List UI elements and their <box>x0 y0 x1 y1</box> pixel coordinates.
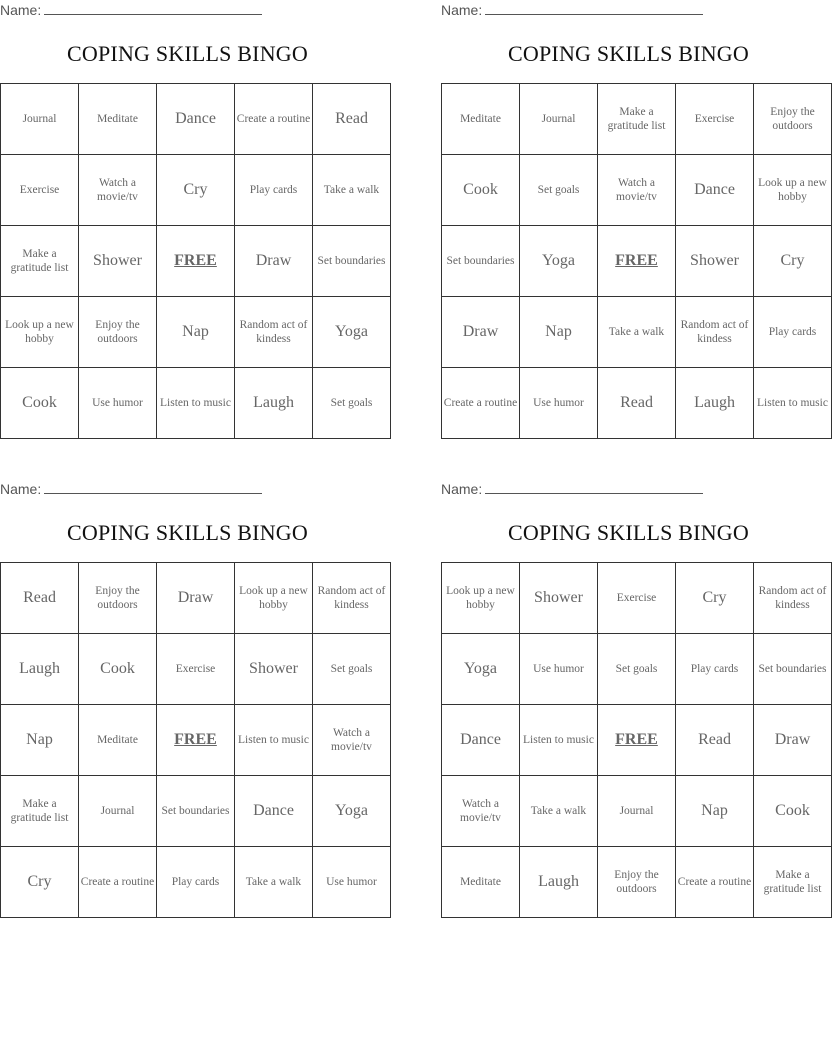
bingo-cell: Exercise <box>676 84 754 155</box>
bingo-cell: Yoga <box>313 776 391 847</box>
bingo-cell: Use humor <box>520 634 598 705</box>
bingo-cell: Make a gratitude list <box>1 776 79 847</box>
bingo-cell: Create a routine <box>442 368 520 439</box>
bingo-cell: Watch a movie/tv <box>442 776 520 847</box>
bingo-cell: Journal <box>598 776 676 847</box>
bingo-cell: Cook <box>442 155 520 226</box>
name-blank-line[interactable] <box>485 481 703 494</box>
bingo-cell: Read <box>313 84 391 155</box>
bingo-card-4 <box>441 479 827 913</box>
bingo-cell: Create a routine <box>676 847 754 918</box>
bingo-cell: Listen to music <box>157 368 235 439</box>
bingo-cell: Create a routine <box>79 847 157 918</box>
free-space: FREE <box>157 226 235 297</box>
bingo-cell: Meditate <box>79 705 157 776</box>
bingo-cell: Random act of kindess <box>754 563 832 634</box>
bingo-cell: Journal <box>1 84 79 155</box>
bingo-cell: Cook <box>754 776 832 847</box>
name-label: Name: <box>441 2 483 18</box>
bingo-cell: Dance <box>442 705 520 776</box>
bingo-row <box>1 297 391 368</box>
bingo-cell: Cry <box>1 847 79 918</box>
bingo-cell: Listen to music <box>754 368 832 439</box>
bingo-cell: Draw <box>157 563 235 634</box>
bingo-cell: Shower <box>79 226 157 297</box>
bingo-cell: Make a gratitude list <box>1 226 79 297</box>
bingo-row <box>1 634 391 705</box>
bingo-cell: Exercise <box>1 155 79 226</box>
name-blank-line[interactable] <box>44 481 262 494</box>
bingo-cell: Dance <box>235 776 313 847</box>
bingo-cell: Look up a new hobby <box>1 297 79 368</box>
bingo-grid <box>441 562 832 918</box>
bingo-cell: Set boundaries <box>313 226 391 297</box>
bingo-row <box>442 84 832 155</box>
bingo-row <box>1 705 391 776</box>
bingo-cell: Yoga <box>313 297 391 368</box>
bingo-cell: Use humor <box>79 368 157 439</box>
bingo-row <box>442 226 832 297</box>
bingo-cell: Enjoy the outdoors <box>598 847 676 918</box>
bingo-cell: Use humor <box>520 368 598 439</box>
bingo-cell: Look up a new hobby <box>235 563 313 634</box>
bingo-cell: Shower <box>520 563 598 634</box>
bingo-cell: Draw <box>754 705 832 776</box>
bingo-cell: Watch a movie/tv <box>79 155 157 226</box>
free-space: FREE <box>157 705 235 776</box>
bingo-cell: Laugh <box>1 634 79 705</box>
bingo-cell: Journal <box>79 776 157 847</box>
bingo-cell: Exercise <box>157 634 235 705</box>
bingo-cell: Cry <box>754 226 832 297</box>
bingo-cell: Watch a movie/tv <box>313 705 391 776</box>
bingo-cell: Nap <box>676 776 754 847</box>
bingo-cell: Dance <box>157 84 235 155</box>
bingo-cell: Enjoy the outdoors <box>79 297 157 368</box>
bingo-cell: Cry <box>676 563 754 634</box>
bingo-grid <box>441 83 832 439</box>
bingo-cell: Take a walk <box>313 155 391 226</box>
bingo-cell: Play cards <box>676 634 754 705</box>
name-field[interactable] <box>0 481 262 497</box>
bingo-cell: Set goals <box>313 368 391 439</box>
name-field[interactable] <box>441 481 703 497</box>
bingo-cell: Make a gratitude list <box>754 847 832 918</box>
bingo-cell: Play cards <box>754 297 832 368</box>
bingo-row <box>1 847 391 918</box>
bingo-cell: Take a walk <box>520 776 598 847</box>
bingo-row <box>442 776 832 847</box>
bingo-cell: Laugh <box>520 847 598 918</box>
bingo-cell: Cry <box>157 155 235 226</box>
bingo-cell: Nap <box>157 297 235 368</box>
bingo-cell: Laugh <box>235 368 313 439</box>
bingo-cell: Nap <box>1 705 79 776</box>
bingo-cell: Yoga <box>520 226 598 297</box>
bingo-row <box>1 563 391 634</box>
bingo-row <box>442 563 832 634</box>
bingo-cell: Random act of kindess <box>676 297 754 368</box>
card-title: COPING SKILLS BINGO <box>67 520 308 545</box>
name-field[interactable] <box>0 2 262 18</box>
bingo-cell: Cook <box>79 634 157 705</box>
bingo-cell: Set goals <box>313 634 391 705</box>
bingo-cell: Play cards <box>157 847 235 918</box>
bingo-cell: Play cards <box>235 155 313 226</box>
name-label: Name: <box>0 481 42 497</box>
bingo-cell: Look up a new hobby <box>442 563 520 634</box>
bingo-cell: Journal <box>520 84 598 155</box>
bingo-cell: Dance <box>676 155 754 226</box>
bingo-cell: Watch a movie/tv <box>598 155 676 226</box>
bingo-cell: Listen to music <box>235 705 313 776</box>
bingo-cell: Read <box>1 563 79 634</box>
bingo-cell: Look up a new hobby <box>754 155 832 226</box>
bingo-row <box>1 226 391 297</box>
bingo-cell: Set boundaries <box>442 226 520 297</box>
bingo-cell: Meditate <box>79 84 157 155</box>
bingo-row <box>442 847 832 918</box>
bingo-cell: Shower <box>235 634 313 705</box>
bingo-row <box>442 705 832 776</box>
bingo-cell: Draw <box>235 226 313 297</box>
bingo-row <box>1 84 391 155</box>
name-label: Name: <box>0 2 42 18</box>
bingo-cell: Laugh <box>676 368 754 439</box>
name-blank-line[interactable] <box>44 2 262 15</box>
bingo-cell: Make a gratitude list <box>598 84 676 155</box>
card-title: COPING SKILLS BINGO <box>67 41 308 66</box>
bingo-row <box>442 297 832 368</box>
name-label: Name: <box>441 481 483 497</box>
bingo-cell: Exercise <box>598 563 676 634</box>
bingo-cell: Read <box>676 705 754 776</box>
bingo-row <box>442 634 832 705</box>
bingo-cell: Set boundaries <box>157 776 235 847</box>
bingo-cell: Take a walk <box>598 297 676 368</box>
bingo-cell: Enjoy the outdoors <box>79 563 157 634</box>
bingo-cell: Set boundaries <box>754 634 832 705</box>
bingo-cell: Enjoy the outdoors <box>754 84 832 155</box>
bingo-cell: Draw <box>442 297 520 368</box>
bingo-cell: Meditate <box>442 847 520 918</box>
bingo-cell: Set goals <box>520 155 598 226</box>
card-title: COPING SKILLS BINGO <box>508 520 749 545</box>
bingo-grid <box>0 83 391 439</box>
bingo-cell: Take a walk <box>235 847 313 918</box>
name-field[interactable] <box>441 2 703 18</box>
free-space: FREE <box>598 226 676 297</box>
bingo-cell: Random act of kindess <box>235 297 313 368</box>
bingo-grid <box>0 562 391 918</box>
bingo-card-1 <box>0 0 386 434</box>
bingo-row <box>442 155 832 226</box>
free-space: FREE <box>598 705 676 776</box>
bingo-cell: Nap <box>520 297 598 368</box>
bingo-row <box>1 368 391 439</box>
card-title: COPING SKILLS BINGO <box>508 41 749 66</box>
bingo-row <box>1 155 391 226</box>
bingo-cell: Set goals <box>598 634 676 705</box>
bingo-cell: Read <box>598 368 676 439</box>
name-blank-line[interactable] <box>485 2 703 15</box>
bingo-cell: Yoga <box>442 634 520 705</box>
bingo-cell: Use humor <box>313 847 391 918</box>
bingo-cell: Meditate <box>442 84 520 155</box>
bingo-row <box>442 368 832 439</box>
bingo-cell: Create a routine <box>235 84 313 155</box>
bingo-cell: Shower <box>676 226 754 297</box>
bingo-cell: Random act of kindess <box>313 563 391 634</box>
bingo-cell: Listen to music <box>520 705 598 776</box>
bingo-cell: Cook <box>1 368 79 439</box>
bingo-card-3 <box>0 479 386 913</box>
bingo-row <box>1 776 391 847</box>
bingo-card-2 <box>441 0 828 434</box>
